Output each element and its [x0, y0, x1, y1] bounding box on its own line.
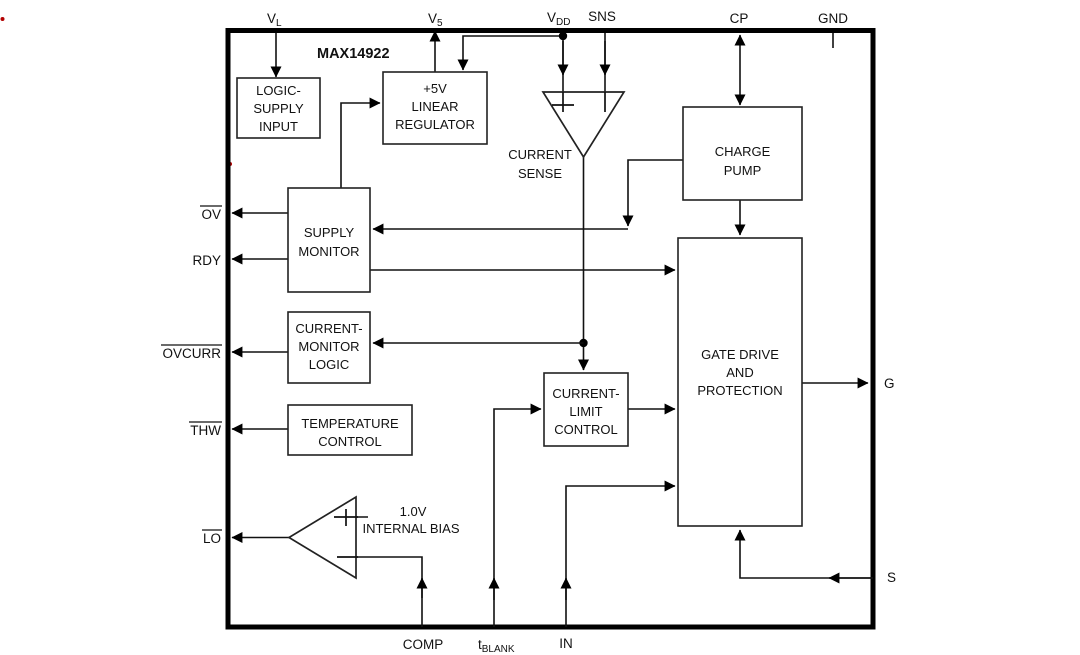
block-label: MONITOR: [298, 339, 360, 354]
wire-tblank: [494, 409, 541, 627]
block-label: PROTECTION: [697, 383, 783, 398]
block-label: SUPPLY: [253, 101, 304, 116]
block-label: PUMP: [723, 163, 762, 178]
pin-label-vdd: $V_{DD}$: [547, 10, 571, 28]
current-sense-label: SENSE: [517, 166, 563, 181]
wire-monitor-to-regulator: [341, 103, 380, 188]
wire-in: [566, 486, 675, 627]
block-label: CURRENT-: [552, 386, 620, 401]
current-sense-label: CURRENT: [508, 147, 572, 162]
pin-label-ovcurr: OVCURR: [162, 346, 221, 361]
block-label: CONTROL: [318, 434, 382, 449]
pin-label-ov: OV: [201, 207, 221, 222]
pin-label-g: G: [884, 376, 895, 391]
block-supply-monitor: [288, 188, 370, 292]
block-label: INPUT: [259, 119, 298, 134]
pin-label-comp: COMP: [402, 637, 444, 652]
pin-label-lo: LO: [202, 531, 221, 546]
junction-dot-vdd: [559, 32, 567, 40]
block-label: LOGIC: [308, 357, 350, 372]
pin-label-cp: CP: [729, 11, 749, 26]
pin-label-sns: SNS: [588, 9, 616, 24]
block-label: CONTROL: [554, 422, 618, 437]
block-label: REGULATOR: [395, 117, 475, 132]
block-label: MONITOR: [298, 244, 360, 259]
block-gate-drive-protection: [678, 238, 802, 526]
internal-bias-label: INTERNAL BIAS: [362, 521, 460, 536]
pin-label-in: IN: [559, 636, 573, 651]
pin-label-s: S: [887, 570, 897, 585]
block-label: LIMIT: [569, 404, 603, 419]
pin-label-vl: $V_L$: [267, 11, 282, 29]
block-label: LOGIC-: [256, 83, 301, 98]
block-label: AND: [726, 365, 754, 380]
block-label: +5V: [423, 81, 447, 96]
block-label: CURRENT-: [295, 321, 363, 336]
block-label: LINEAR: [411, 99, 459, 114]
wire-vdd-to-regulator: [463, 36, 563, 70]
block-label: GATE DRIVE: [701, 347, 779, 362]
red-annotation-dot: [1, 17, 5, 21]
block-label: SUPPLY: [303, 225, 355, 240]
internal-bias-label: 1.0V: [399, 504, 427, 519]
wire-chargepump-sense: [628, 160, 683, 226]
pin-label-thw: THW: [190, 423, 221, 438]
wire-s: [740, 530, 873, 578]
pin-label-rdy: RDY: [192, 253, 221, 268]
block-label: TEMPERATURE: [301, 416, 399, 431]
pin-label-gnd: GND: [818, 11, 848, 26]
part-number-label: MAX14922: [317, 46, 390, 62]
pin-label-tblank: $t_{BLANK}$: [478, 637, 515, 655]
block-label: CHARGE: [714, 144, 771, 159]
pin-label-v5: $V_5$: [428, 11, 443, 29]
